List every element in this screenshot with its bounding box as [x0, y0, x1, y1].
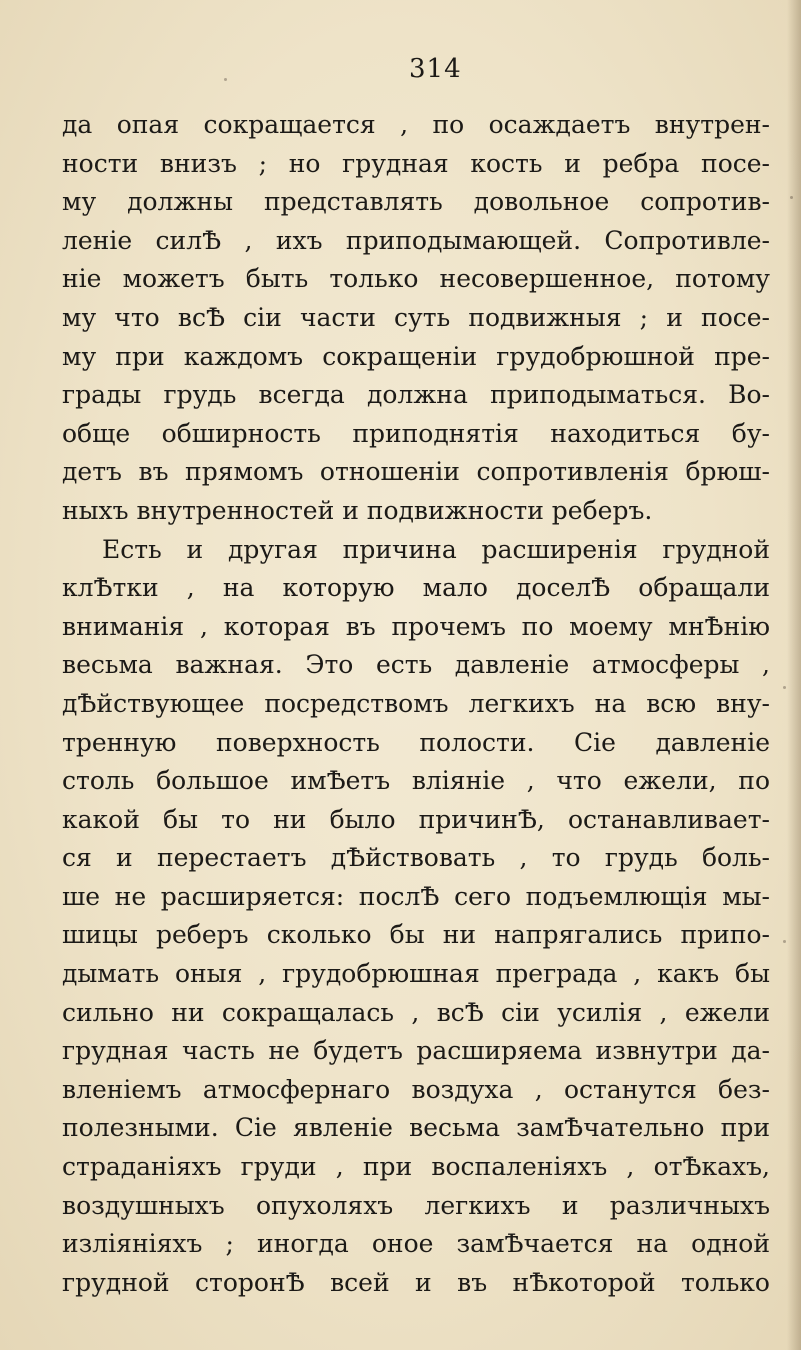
text-line: какой бы то ни было причинѢ, останавливает- [62, 804, 770, 834]
paper-speck [224, 78, 227, 81]
page-edge-shadow [787, 0, 801, 1350]
text-line: детъ въ прямомъ отношеніи сопротивленія брюш- [62, 457, 770, 487]
paper-speck [790, 196, 793, 199]
text-line: весьма важная. Это есть давленіе атмосферы , [62, 650, 770, 680]
text-line: ности внизъ ; но грудная кость и ребра посе- [62, 148, 770, 178]
paper-speck [783, 940, 786, 943]
text-line: леніе силѢ , ихъ приподымающей. Сопротивле- [62, 225, 770, 255]
text-line: ше не расширяется: послѢ сего подъемлющія мы- [62, 881, 770, 911]
text-line: полезными. Сіе явленіе весьма замѢчательно при [62, 1113, 770, 1143]
text-line: страданіяхъ груди , при воспаленіяхъ , отѢкахъ, [62, 1152, 770, 1182]
text-line: вленіемъ атмосфернаго воздуха , останутся без- [62, 1074, 770, 1104]
text-line: дѢйствующее посредствомъ легкихъ на всю вну- [62, 688, 770, 718]
text-line: сильно ни сокращалась , всѢ сіи усилія , ежели [62, 997, 770, 1027]
text-line: ся и перестаетъ дѢйствовать , то грудь боль- [62, 843, 770, 873]
paragraph-start-line: Есть и другая причина расширенія грудной [102, 534, 770, 564]
text-line: ныхъ внутренностей и подвижности реберъ. [62, 495, 653, 525]
paper-speck [783, 686, 786, 689]
text-line: му что всѢ сіи части суть подвижныя ; и посе- [62, 302, 770, 332]
text-line: дымать оныя , грудобрюшная преграда , какъ бы [62, 959, 770, 989]
text-line: воздушныхъ опухоляхъ легкихъ и различныхъ [62, 1190, 770, 1220]
text-line: грады грудь всегда должна приподыматься. Во- [62, 380, 770, 410]
text-line: да опая сокращается , по осаждаетъ внутрен- [62, 110, 770, 139]
text-line: обще обширность приподнятія находиться бу- [62, 418, 770, 448]
text-line: грудной сторонѢ всей и въ нѢкоторой только [62, 1267, 770, 1297]
text-line: тренную поверхность полости. Сіе давленіе [62, 727, 770, 757]
text-line: изліяніяхъ ; иногда оное замѢчается на одной [62, 1229, 770, 1259]
text-line: му должны представлять довольное сопротив- [62, 187, 770, 217]
text-line: столь большое имѢетъ вліяніе , что ежели, по [62, 766, 770, 796]
text-line: вниманія , которая въ прочемъ по моему мнѢнію [62, 611, 770, 641]
text-line: грудная часть не будетъ расширяема извнутри да- [62, 1036, 770, 1066]
text-line: му при каждомъ сокращеніи грудобрюшной пре- [62, 341, 770, 371]
text-line: шицы реберъ сколько бы ни напрягались припо- [62, 920, 770, 950]
text-line: ніе можетъ быть только несовершенное, потому [62, 264, 770, 294]
text-line: клѢтки , на которую мало доселѢ обращали [62, 573, 770, 603]
body-text [62, 106, 770, 1302]
page-number: 314 [409, 54, 462, 84]
